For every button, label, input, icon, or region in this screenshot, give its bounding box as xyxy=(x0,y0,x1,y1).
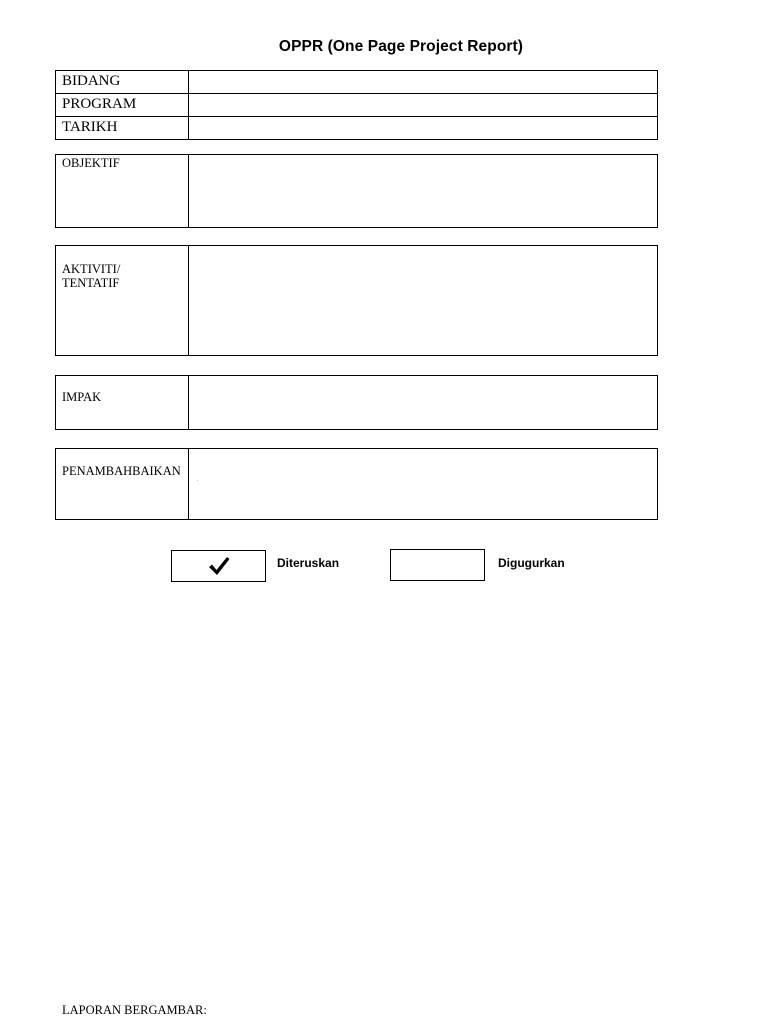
table-row xyxy=(56,246,658,356)
checkmark-icon xyxy=(207,555,231,577)
program-label: PROGRAM xyxy=(56,94,189,117)
table-row xyxy=(56,117,658,140)
bidang-value[interactable] xyxy=(189,71,658,94)
diteruskan-checkbox[interactable] xyxy=(171,550,266,582)
table-row xyxy=(56,155,658,228)
penambahbaikan-value: . xyxy=(197,477,199,483)
bidang-label: BIDANG xyxy=(56,71,189,94)
tarikh-label: TARIKH xyxy=(56,117,189,140)
header-info-table xyxy=(55,70,658,140)
penambahbaikan-label: PENAMBAHBAIKAN xyxy=(56,449,189,520)
table-row xyxy=(56,376,658,430)
table-row xyxy=(56,94,658,117)
impak-label: IMPAK xyxy=(56,376,189,430)
objektif-section xyxy=(55,154,658,228)
aktiviti-label-line1: AKTIVITI/ xyxy=(62,262,121,276)
program-value[interactable] xyxy=(189,94,658,117)
penambahbaikan-value-cell[interactable] xyxy=(189,449,658,520)
objektif-label: OBJEKTIF xyxy=(56,155,189,228)
page-title: OPPR (One Page Project Report) xyxy=(278,38,524,55)
aktiviti-section xyxy=(55,245,658,356)
objektif-value[interactable] xyxy=(189,155,658,228)
aktiviti-value[interactable] xyxy=(189,246,658,356)
impak-value[interactable] xyxy=(189,376,658,430)
table-row xyxy=(56,71,658,94)
diteruskan-label: Diteruskan xyxy=(277,556,340,570)
impak-section xyxy=(55,375,658,430)
table-row xyxy=(56,449,658,520)
tarikh-value[interactable] xyxy=(189,117,658,140)
penambahbaikan-section xyxy=(55,448,658,520)
laporan-bergambar-label: LAPORAN BERGAMBAR: xyxy=(62,1003,207,1017)
digugurkan-label: Digugurkan xyxy=(498,556,565,570)
digugurkan-checkbox[interactable] xyxy=(390,549,485,581)
aktiviti-label-line2: TENTATIF xyxy=(62,276,120,290)
aktiviti-label xyxy=(56,246,189,356)
